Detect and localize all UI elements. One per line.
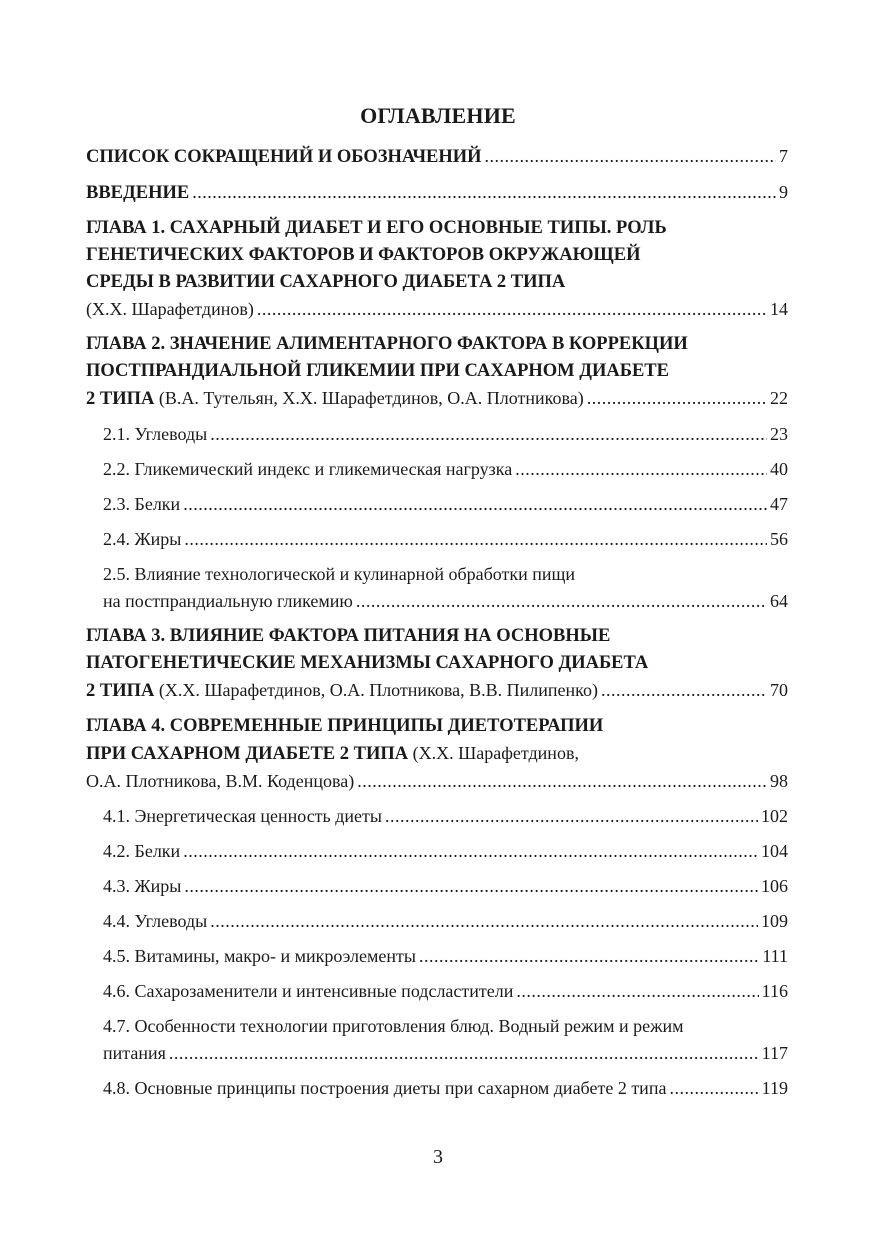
subsection-title [103,491,180,518]
toc-line [86,768,788,795]
toc-subsection-entry[interactable] [86,456,788,483]
chapter-title [86,179,189,207]
subsection-title-text: 2.4. Жиры [103,529,182,549]
subsection-title-text: 4.4. Углеводы [103,911,208,931]
toc-line [103,978,788,1005]
dot-leader [419,943,759,970]
toc-line [103,1075,788,1102]
chapter-authors: (Х.Х. Шарафетдинов, [408,743,579,763]
toc-subsection-entry[interactable] [86,803,788,830]
chapter-heading-line: ГЕНЕТИЧЕСКИХ ФАКТОРОВ И ФАКТОРОВ ОКРУЖАЮЩЕЙ [86,245,641,265]
toc-chapter-entry[interactable] [86,713,788,795]
subsection-title-text: 4.5. Витамины, макро- и микроэлементы [103,946,416,966]
subsection-title [103,908,207,935]
toc-page-number: 106 [761,876,788,896]
toc-subsection-entry[interactable] [86,526,788,553]
subsection-title [103,456,512,483]
subsection-title-text: 4.8. Основные принципы построения диеты при сахарном диабете 2 типа [103,1078,667,1098]
dot-leader [184,873,758,900]
toc-page-number: 109 [761,911,788,931]
table-of-contents [86,143,788,1110]
toc-line [103,526,788,553]
toc-line [103,838,788,865]
toc-chapter-entry[interactable] [86,179,788,207]
subsection-title [103,526,181,553]
chapter-heading-line: ГЛАВА 1. САХАРНЫЙ ДИАБЕТ И ЕГО ОСНОВНЫЕ ТИПЫ. РОЛЬ [86,218,667,238]
toc-page-number: 14 [770,299,788,319]
toc-chapter-entry[interactable] [86,331,788,413]
chapter-title [86,385,584,413]
page-title: ОГЛАВЛЕНИЕ [360,103,516,128]
subsection-title-text: 4.2. Белки [103,841,181,861]
toc-line [103,491,788,518]
toc-line [103,803,788,830]
toc-page-number: 9 [779,182,788,202]
toc-subsection-entry[interactable] [86,491,788,518]
toc-subsection-entry[interactable] [86,908,788,935]
toc-page-number: 116 [761,981,788,1001]
subsection-title [103,838,180,865]
dot-leader [515,456,767,483]
toc-page-number: 117 [761,1043,788,1063]
subsection-title-text: 4.3. Жиры [103,876,182,896]
chapter-heading-bold: 2 ТИПА [86,389,155,409]
chapter-title [86,143,482,171]
chapter-authors: О.А. Плотникова, В.М. Коденцова) [86,771,355,791]
toc-line [103,908,788,935]
chapter-heading-bold: 2 ТИПА [86,681,155,701]
toc-subsection-entry[interactable] [86,1013,788,1067]
toc-page-number: 64 [770,591,788,611]
chapter-heading-line [86,740,788,768]
subsection-title-text: 2.3. Белки [103,494,181,514]
dot-leader [385,803,758,830]
chapter-heading-bold: ПРИ САХАРНОМ ДИАБЕТЕ 2 ТИПА [86,744,409,764]
chapter-heading-line: ГЛАВА 2. ЗНАЧЕНИЕ АЛИМЕНТАРНОГО ФАКТОРА В КОРРЕКЦИИ [86,334,688,354]
dot-leader [169,1040,759,1067]
subsection-title-text: 2.1. Углеводы [103,424,208,444]
toc-page-number: 7 [779,146,788,166]
subsection-title-text: 4.6. Сахарозаменители и интенсивные подсластители [103,981,514,1001]
toc-line [103,873,788,900]
subsection-title [103,943,416,970]
toc-page-number: 98 [770,771,788,791]
subsection-title [103,803,382,830]
toc-page-number: 119 [761,1078,788,1098]
subsection-title [103,873,181,900]
dot-leader [669,1075,758,1102]
toc-page-number: 40 [770,459,788,479]
dot-leader [257,296,767,323]
chapter-title [86,296,254,323]
chapter-heading-line: ПОСТПРАНДИАЛЬНОЙ ГЛИКЕМИИ ПРИ САХАРНОМ ДИАБЕТЕ [86,361,669,381]
dot-leader [356,588,767,615]
dot-leader [601,677,767,704]
toc-line [86,385,788,413]
toc-line [103,421,788,448]
chapter-heading-line: ГЛАВА 4. СОВРЕМЕННЫЕ ПРИНЦИПЫ ДИЕТОТЕРАПИИ [86,716,604,736]
toc-page-number: 70 [770,680,788,700]
toc-chapter-entry[interactable] [86,143,788,171]
toc-line [103,943,788,970]
toc-page-number: 23 [770,424,788,444]
dot-leader [485,143,776,170]
toc-page-number: 104 [761,841,788,861]
page-number: 3 [433,1146,443,1168]
dot-leader [516,978,758,1005]
toc-line [103,1040,788,1067]
toc-line [103,588,788,615]
subsection-title [103,1040,166,1067]
toc-page-number: 111 [762,946,788,966]
subsection-title-text: питания [103,1043,166,1063]
dot-leader [183,491,767,518]
toc-subsection-entry[interactable] [86,873,788,900]
chapter-title [86,768,354,795]
toc-chapter-entry[interactable] [86,623,788,705]
toc-subsection-entry[interactable] [86,1075,788,1102]
subsection-title-line: 4.7. Особенности технологии приготовления блюд. Водный режим и режим [103,1016,684,1036]
subsection-title-text: 2.2. Гликемический индекс и гликемическая нагрузка [103,459,513,479]
toc-line [86,677,788,705]
chapter-authors: (Х.Х. Шарафетдинов) [86,299,254,319]
subsection-title-text: 4.1. Энергетическая ценность диеты [103,806,382,826]
subsection-title-line: 2.5. Влияние технологической и кулинарной обработки пищи [103,564,576,584]
dot-leader [210,421,767,448]
chapter-heading-bold: ВВЕДЕНИЕ [86,183,190,203]
toc-page-number: 102 [761,806,788,826]
toc-line [103,456,788,483]
subsection-title [103,588,353,615]
dot-leader [183,838,758,865]
chapter-heading-line: СРЕДЫ В РАЗВИТИИ САХАРНОГО ДИАБЕТА 2 ТИПА [86,272,566,292]
subsection-title [103,1075,666,1102]
chapter-authors: (Х.Х. Шарафетдинов, О.А. Плотникова, В.В. Пилипенко) [154,680,598,700]
dot-leader [587,385,767,412]
subsection-title [103,978,513,1005]
toc-line [86,143,788,171]
toc-line [86,179,788,207]
chapter-heading-line: ПАТОГЕНЕТИЧЕСКИЕ МЕХАНИЗМЫ САХАРНОГО ДИАБЕТА [86,653,649,673]
toc-subsection-entry[interactable] [86,561,788,615]
toc-page-number: 56 [770,529,788,549]
dot-leader [210,908,758,935]
toc-subsection-entry[interactable] [86,421,788,448]
chapter-title [86,677,598,705]
toc-line [86,296,788,323]
toc-subsection-entry[interactable] [86,838,788,865]
dot-leader [357,768,767,795]
toc-page-number: 22 [770,388,788,408]
chapter-heading-line: ГЛАВА 3. ВЛИЯНИЕ ФАКТОРА ПИТАНИЯ НА ОСНОВНЫЕ [86,626,611,646]
toc-subsection-entry[interactable] [86,943,788,970]
subsection-title [103,421,207,448]
toc-subsection-entry[interactable] [86,978,788,1005]
toc-page-number: 47 [770,494,788,514]
toc-chapter-entry[interactable] [86,215,788,323]
chapter-heading-bold: СПИСОК СОКРАЩЕНИЙ И ОБОЗНАЧЕНИЙ [86,147,482,167]
subsection-title-text: на постпрандиальную гликемию [103,591,353,611]
chapter-authors: (В.А. Тутельян, Х.Х. Шарафетдинов, О.А. Плотникова) [154,388,584,408]
dot-leader [192,179,776,206]
dot-leader [184,526,767,553]
